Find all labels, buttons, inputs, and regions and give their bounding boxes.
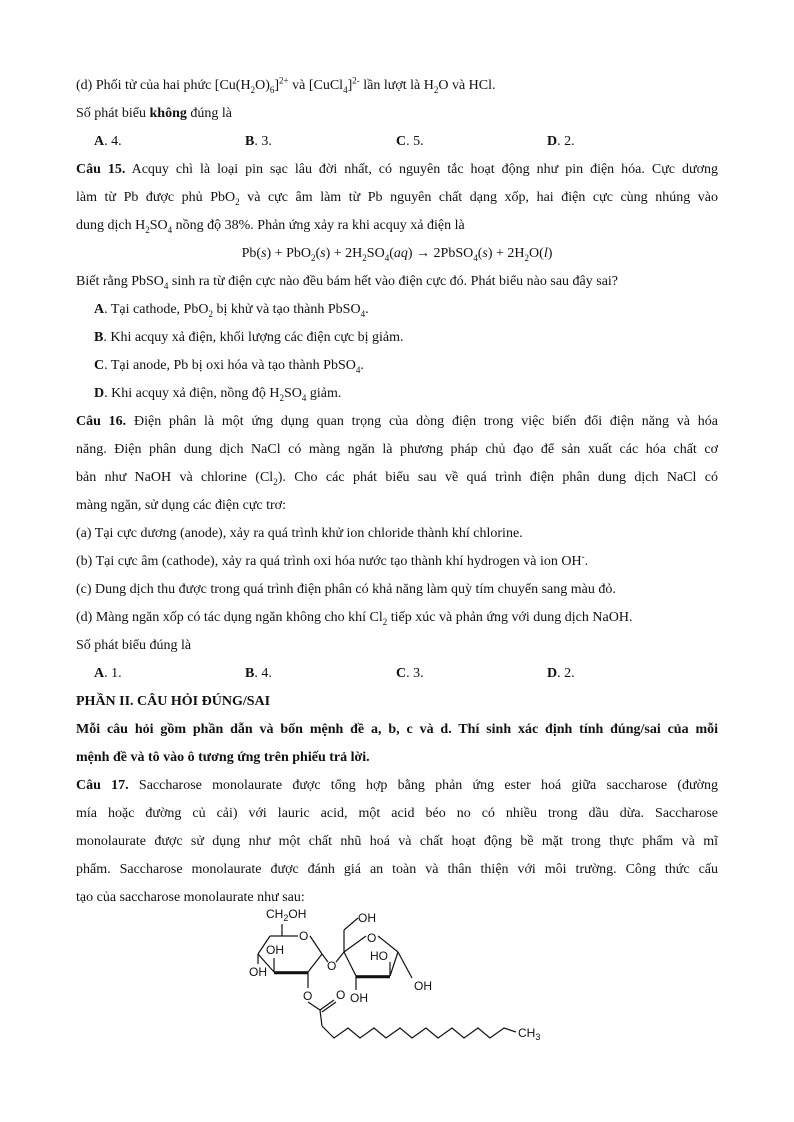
saccharose-monolaurate-structure (240, 896, 560, 1046)
oh-label-4: OH (249, 965, 267, 979)
q16-options (76, 660, 718, 688)
q16-statement-c: (c) Dung dịch thu được trong quá trình điện phân có khả năng làm quỳ tím chuyển sang màu đỏ. (76, 582, 616, 597)
q17-line-2: mía hoặc đường củ cải) với lauric acid, một acid béo no có nhiều trong dầu dừa. Saccharose (76, 806, 718, 821)
q17-line-1: Câu 17. Saccharose monolaurate được tổng hợp bằng phản ứng ester hoá giữa saccharose (đường (76, 778, 718, 793)
q16-option-d[interactable]: D. 2. (547, 666, 575, 681)
oh-label-bottom: OH (350, 991, 368, 1005)
q14-option-c[interactable]: C. 5. (396, 134, 424, 149)
q16-statement-d: (d) Màng ngăn xốp có tác dụng ngăn không cho khí $Cl_2$ tiếp xúc và phản ứng với dung dịch NaOH. (76, 610, 633, 627)
q14-option-d[interactable]: D. 2. (547, 134, 575, 149)
q16-option-b[interactable]: B. 4. (245, 666, 272, 681)
part2-instruction-2: mệnh đề và tô vào ô tương ứng trên phiếu trả lời. (76, 750, 370, 765)
q17-line-3: monolaurate được sử dụng như một chất nhũ hoá và chất hoạt động bề mặt trong thực phẩm và mĩ (76, 834, 718, 849)
ester-oxygen-label: O (303, 989, 313, 1003)
structure-svg (240, 896, 560, 1046)
q14-option-a[interactable]: A. 4. (94, 134, 122, 149)
q15-equation: $Pb(s) + PbO_2(s) + 2H_2SO_4(aq)$ → 2PbSO$_4$(s) + $2H_2O(l)$ (241, 246, 553, 263)
q14-option-b[interactable]: B. 3. (245, 134, 272, 149)
fructose-ring-oxygen-label: O (367, 931, 377, 945)
q15-line-1: Câu 15. Acquy chì là loại pin sạc lâu đời nhất, có nguyên tắc hoạt động như pin điện hóa. Cực dương (76, 162, 718, 177)
q16-line-4: màng ngăn, sử dụng các điện cực trơ: (76, 498, 286, 513)
q17-line-4: phẩm. Saccharose monolaurate được đánh giá an toàn và thân thiện với môi trường. Công thức cấu (76, 862, 718, 877)
q15-line-5: Biết rằng PbSO$_4$ sinh ra từ điện cực nào đều bám hết vào điện cực đó. Phát biểu nào sau đây sai? (76, 274, 619, 291)
oh-label-top: OH (358, 911, 376, 925)
q15-line-2: làm từ Pb được phủ PbO$_2$ và cực âm làm từ Pb nguyên chất dạng xốp, hai điện cực cùng nhúng vào (76, 190, 718, 207)
q16-option-a[interactable]: A. 1. (94, 666, 122, 681)
glycosidic-oxygen-label: O (327, 959, 337, 973)
q15-option-a[interactable]: A. Tại cathode, PbO$_2$ bị khử và tạo thành PbSO$_4$. (94, 302, 369, 319)
structure-bonds (258, 918, 516, 1038)
q16-question: Số phát biểu đúng là (76, 638, 192, 653)
q16-line-1: Câu 16. Điện phân là một ứng dụng quan trọng của dòng điện trong việc biến đổi điện năng và hóa (76, 414, 718, 429)
part2-instruction-1: Mỗi câu hỏi gồm phần dẫn và bốn mệnh đề a, b, c và d. Thí sinh xác định tính đúng/sai của mỗi (76, 722, 718, 737)
q16-line-3: bản như NaOH và chlorine $(Cl_2)$. Cho các phát biểu sau về quá trình điện phân dung dịch NaCl có (76, 470, 718, 487)
q14-question: Số phát biểu không đúng là (76, 106, 232, 121)
part2-heading: PHẦN II. CÂU HỎI ĐÚNG/SAI (76, 694, 271, 709)
q14-options (76, 128, 718, 156)
q15-option-d[interactable]: D. Khi acquy xả điện, nồng độ $H_2SO_4$ giảm. (94, 386, 342, 403)
document-page (76, 72, 718, 912)
carbonyl-oxygen-label: O (336, 988, 346, 1002)
q16-statement-a: (a) Tại cực dương (anode), xảy ra quá trình khử ion chloride thành khí chlorine. (76, 526, 523, 541)
q15-line-3: dung dịch $H_2SO_4$ nồng độ 38%. Phản ứng xảy ra khi acquy xả điện là (76, 218, 465, 235)
q17-line-5: tạo của saccharose monolaurate như sau: (76, 890, 305, 905)
ch3-label: $CH_3$ (518, 1026, 541, 1042)
oh-label-2: OH (266, 943, 284, 957)
q15-option-b[interactable]: B. Khi acquy xả điện, khối lượng các điện cực bị giảm. (94, 330, 404, 345)
oh-label-right: OH (414, 979, 432, 993)
ch2oh-label: $CH_2OH$ (266, 907, 307, 923)
ho-label: HO (370, 949, 388, 963)
q16-line-2: năng. Điện phân dung dịch NaCl có màng ngăn là phương pháp chủ đạo để sản xuất các hóa chất cơ (76, 442, 718, 457)
q16-option-c[interactable]: C. 3. (396, 666, 424, 681)
q15-option-c[interactable]: C. Tại anode, Pb bị oxi hóa và tạo thành PbSO$_4$. (94, 358, 364, 375)
glucose-ring-oxygen-label: O (299, 929, 309, 943)
q14-statement-d: (d) Phối tử của hai phức $[Cu(H_2O)_6]^{2+}$ và [CuCl$_4$]$^{2-}$ lần lượt là $H_2O$ và HCl. (76, 75, 496, 95)
q16-statement-b: (b) Tại cực âm (cathode), xảy ra quá trình oxi hóa nước tạo thành khí hydrogen và ion OH-. (76, 551, 589, 569)
